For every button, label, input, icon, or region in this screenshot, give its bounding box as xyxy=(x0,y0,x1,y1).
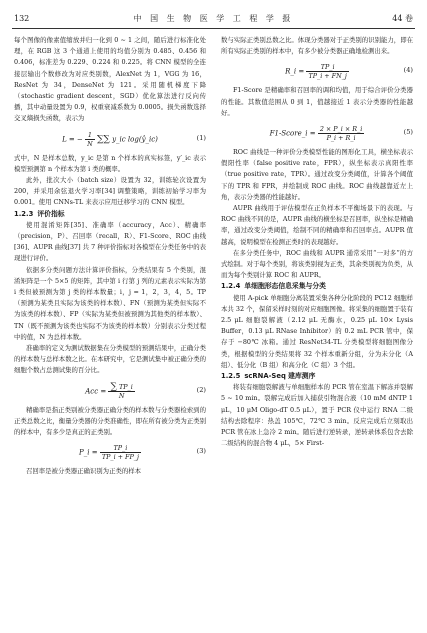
eq5-frac-num: 2 × P_i × R_i xyxy=(319,125,363,134)
eq4-frac-den: TP_i + FN_j xyxy=(308,72,347,81)
section-heading-1-2-4: 1.2.4 单细胞形态信息采集与分类 xyxy=(221,282,326,291)
eq1-rhs: y_ic log(ŷ_ic) xyxy=(112,135,158,144)
paragraph: 依据多分类问题方法计算评价指标，分类结果有 5 个类别，混淆矩阵是一个 5×5 的矩阵，其中第 i 行第 j 列的元素表示实际为第 i 类但被预测为第 j 类的样本数量；i，j = 1，2，3，4，5。TP（预测为某类且实际为该类的样本数）、FN（预测为某类但实际不为该类的样本数）、FP（实际为某类但被预测为其他类的样本数）、TN（既不预测为该类也实际不为该类的样本数）分别表示分类过程中的值，N 为总样本数。 xyxy=(14,265,206,341)
eq1-frac-num: 1 xyxy=(85,131,95,140)
paragraph: ROC 曲线是一种评价分类模型性能的图形化工具，横坐标表示假阳性率（false positive rate，FPR），纵坐标表示真阳性率（true positive rate，TPR）。通过改变分类阈值，计算各个阈值下的 TPR 和 FPR，并绘制成 ROC 曲线。ROC 曲线越靠近左上角，表示分类器的性能越好。 xyxy=(221,148,413,201)
page-number: 132 xyxy=(14,14,30,23)
paragraph: 数与实际正类别总数之比。体现分类器对于正类别的识别能力，即在所有实际正类别的样本中，有多少被分类器正确地检测出来。 xyxy=(221,36,413,56)
section-heading-1-2-3: 1.2.3 评价指标 xyxy=(14,209,65,218)
paragraph: 在多分类任务中，ROC 曲线和 AUPR 通常采用“一对多”的方式绘制。对于每个类别，将该类别视为正类，其余类别视为负类，从而为每个类别计算 ROC 和 AUPR。 xyxy=(221,248,413,280)
right-column xyxy=(221,35,413,450)
paragraph: 使用 A-pick 单细胞分离装置采集各种分化阶段的 PC12 细胞样本共 32 个，保留采样时刻的对应细胞图像。将采集的细胞置于装有 2.5 μL 细胞裂解液（2.12 μL 无酶水，0.25 μL 10× Lysis Buffer，0.13 μL RNase Inhibitor）的 0.2 mL PCR 管中，保存于 −80℃ 冰箱。通过 ResNet34-TL 分类模型将细胞图像分类，根据模型的分类结果将 32 个样本重新分组，分为未分化（A 组）、低分化（B 组）和高分化（C 组）3 个组。 xyxy=(221,293,414,369)
sum-symbol: ∑∑ xyxy=(96,134,110,145)
paragraph: 每个图像的像素值缩放并归一化到 0 ~ 1 之间，随后进行标准化处理，在 RGB 这 3 个通道上使用的均值分别为 0.485、0.456 和 0.406，标准差为 0.229、0.224 和 0.225。将 CNN 模型的全连接层输出个数修改为对应类别数，AlexNet 为 1，VGG 为 16，ResNet 为 34，DenseNet 为 121。采用随机梯度下降（stochastic gradient descent，SGD）优化算法进行反向传播，其中动量设置为 0.9，权重衰减系数为 0.0005。损失函数选择交叉熵损失函数，表示为 xyxy=(14,36,206,123)
paragraph: 精确率是指正类别被分类器正确分类的样本数与分类器检索到的正类总数之比，衡量分类器的分类准确性，即在所有被分类为正类别的样本中，有多少是真正的正类别。 xyxy=(14,405,206,437)
equation-5 xyxy=(221,119,413,147)
eq2-lhs: Acc = xyxy=(85,387,107,396)
volume-label: 44 卷 xyxy=(392,14,413,23)
sum-symbol: ∑ xyxy=(110,381,117,392)
eq4-lhs: R_i = xyxy=(285,67,305,76)
left-column xyxy=(14,35,206,478)
section-heading-1-2-5: 1.2.5 scRNA-Seq 建库测序 xyxy=(221,372,316,381)
paragraph: 将装有细胞裂解液与单细胞样本的 PCR 管在室温下解冻并裂解 5 ~ 10 min。裂解完成后加入捕获引物混合液（10 mM dNTP 1 μL，10 μM Oligo-dT 0.5 μL），置于 PCR 仪中运行 RNA 二级结构去除程序：热盖 105℃，72℃ 3 min。反应完成后立刻取出 PCR 管在冰上急冷 2 min。随后进行逆转录，逆转录体系包含去除二级结构的混合物 4 μL，5× First- xyxy=(221,383,413,448)
running-header xyxy=(0,0,427,30)
eq4-frac-num: TP_i xyxy=(306,63,348,72)
eq4-number: (4) xyxy=(403,66,413,75)
eq1-frac-den: N xyxy=(87,139,93,148)
journal-title: 中 国 生 物 医 学 工 程 学 报 xyxy=(133,14,294,23)
paragraph: F1-Score 是精确率和召回率的调和均值，用于综合评价分类器的性能。其数值范围从 0 到 1，值越接近 1 表示分类器的性能越好。 xyxy=(221,86,413,117)
eq1-lhs: L = − xyxy=(62,135,83,144)
paragraph: 召回率是被分类器正确识别为正类的样本 xyxy=(26,467,142,476)
eq3-number: (3) xyxy=(196,447,206,456)
equation-2 xyxy=(14,377,206,405)
eq1-number: (1) xyxy=(196,133,206,142)
eq2-frac-num: TP_i xyxy=(118,382,133,391)
paragraph: 使用混淆矩阵[35]、准确率（accuracy，Acc）、精确率（precision，P）、召回率（recall，R）、F1-Score、ROC 曲线[36]、AUPR 曲线[37] 共 7 种评价指标对各模型在分类任务中的表现进行评价。 xyxy=(14,220,206,263)
paragraph: 式中，N 是样本总数，y_ic 是第 n 个样本的真实标签，y′_ic 表示模型预测第 n 个样本为第 i 类的概率。 xyxy=(14,153,206,173)
paragraph: AUPR 曲线用于评估模型在正负样本不平衡场景下的表现。与 ROC 曲线不同的是，AUPR 曲线的横坐标是召回率，纵坐标是精确率，通过改变分类阈值，绘制不同的精确率和召回率点。AUPR 值越高，说明模型在检测正类时的表现越好。 xyxy=(221,204,413,246)
eq3-frac-den: TP_i + FP_j xyxy=(101,453,139,462)
header-rule xyxy=(12,28,415,29)
equation-4 xyxy=(221,57,413,85)
eq3-frac-num: TP_i xyxy=(100,444,141,453)
eq5-lhs: F1-Score_i = xyxy=(269,129,316,138)
eq2-number: (2) xyxy=(196,385,206,394)
eq5-number: (5) xyxy=(403,128,413,137)
equation-1 xyxy=(14,125,206,153)
paragraph: 此外，批次大小（batch size）设置为 32，训练轮次设置为 200，并采用余弦退火学习率[34] 调整策略，训练初始学习率为 0.001。使用 CNNs-TL 来表示应用迁移学习的 CNN 模型。 xyxy=(14,176,206,207)
equation-3 xyxy=(14,438,206,466)
eq2-frac-den: N xyxy=(118,391,125,400)
paragraph: 准确率的定义为测试数据集在分类模型的预测结果中，正确分类的样本数与总样本数之比。在本研究中，它是测试集中被正确分类的细胞个数占总测试集的百分比。 xyxy=(14,344,206,375)
eq3-lhs: P_i = xyxy=(79,448,98,457)
eq5-frac-den: P_i + R_i xyxy=(326,134,356,143)
